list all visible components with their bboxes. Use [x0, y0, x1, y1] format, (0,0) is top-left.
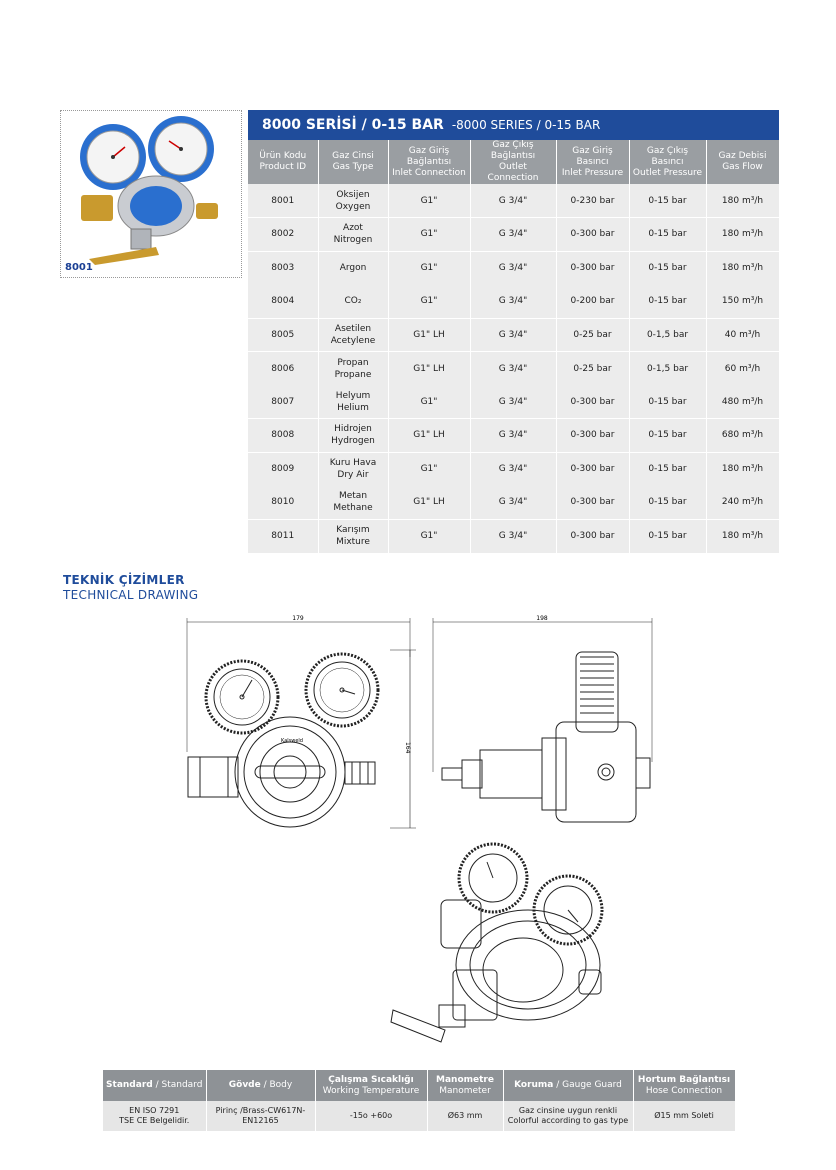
table-row	[248, 519, 779, 553]
gas-en: Oxygen	[335, 201, 371, 212]
cell-id: 8005	[248, 318, 318, 352]
cell-in-p: 0-300 bar	[556, 486, 629, 520]
gas-en: Methane	[333, 503, 373, 513]
photo-label: 8001	[65, 262, 93, 273]
spec-header-cell	[629, 140, 706, 184]
bottom-header-tr: Çalışma Sıcaklığı	[328, 1074, 414, 1085]
cell-id: 8010	[248, 486, 318, 520]
table-row	[248, 318, 779, 352]
gas-tr: CO₂	[344, 296, 362, 306]
cell-inlet: G1" LH	[388, 318, 470, 352]
dimension-width-front: 179	[292, 615, 304, 622]
cell-outlet: G 3/4"	[470, 419, 556, 453]
bottom-header-cell	[503, 1070, 633, 1101]
cell-gas	[318, 452, 388, 486]
cell-out-p: 0-1,5 bar	[629, 352, 706, 386]
cell-inlet: G1"	[388, 184, 470, 218]
bottom-header-tr: Koruma	[514, 1080, 554, 1090]
cell-inlet: G1"	[388, 218, 470, 252]
gas-tr: Propan	[337, 357, 369, 368]
bottom-header-en: Manometer	[439, 1085, 491, 1096]
cell-out-p: 0-15 bar	[629, 218, 706, 252]
cell-outlet: G 3/4"	[470, 352, 556, 386]
gas-tr: Azot	[343, 223, 363, 234]
isometric-view-drawing	[383, 830, 623, 1055]
cell-out-p: 0-15 bar	[629, 419, 706, 453]
cell-inlet: G1"	[388, 285, 470, 319]
bottom-header-separator: /	[260, 1080, 270, 1090]
bottom-header-cell	[427, 1070, 503, 1101]
bottom-header-row	[103, 1070, 735, 1101]
series-title-en: -8000 SERIES / 0-15 BAR	[451, 118, 601, 132]
cell-out-p: 0-15 bar	[629, 385, 706, 419]
spec-header-tr: Ürün Kodu	[259, 151, 307, 161]
cell-inlet: G1" LH	[388, 419, 470, 453]
regulator-photo-illustration	[61, 111, 242, 278]
cell-out-p: 0-1,5 bar	[629, 318, 706, 352]
spec-header-tr: Gaz Giriş Bağlantısı	[406, 145, 452, 167]
series-header	[248, 110, 779, 140]
bottom-spec-table	[103, 1070, 736, 1131]
cell-gas	[318, 519, 388, 553]
gas-en: Hydrogen	[331, 436, 375, 447]
cell-outlet: G 3/4"	[470, 486, 556, 520]
table-row	[248, 352, 779, 386]
gas-en: Mixture	[336, 537, 370, 547]
cell-gas	[318, 419, 388, 453]
cell-flow: 240 m³/h	[706, 486, 779, 520]
cell-gas	[318, 285, 388, 319]
bottom-value-line1: Gaz cinsine uygun renkli	[518, 1106, 618, 1115]
front-view-drawing	[180, 612, 420, 837]
cell-inlet: G1"	[388, 519, 470, 553]
cell-out-p: 0-15 bar	[629, 486, 706, 520]
bottom-value-line1: EN ISO 7291	[129, 1106, 180, 1115]
cell-flow: 180 m³/h	[706, 519, 779, 553]
cell-id: 8007	[248, 385, 318, 419]
cell-out-p: 0-15 bar	[629, 251, 706, 285]
bottom-value-line2: EN12165	[242, 1116, 279, 1125]
spec-header-tr: Gaz Giriş Basıncı	[572, 145, 613, 167]
cell-in-p: 0-200 bar	[556, 285, 629, 319]
cell-inlet: G1"	[388, 251, 470, 285]
bottom-value-line2: TSE CE Belgelidir.	[119, 1116, 190, 1125]
cell-flow: 180 m³/h	[706, 251, 779, 285]
cell-outlet: G 3/4"	[470, 218, 556, 252]
spec-header-cell	[706, 140, 779, 184]
gas-tr: Helyum	[335, 390, 371, 401]
cell-flow: 180 m³/h	[706, 218, 779, 252]
cell-outlet: G 3/4"	[470, 452, 556, 486]
bottom-value-line1: Ø63 mm	[447, 1111, 483, 1120]
cell-flow: 40 m³/h	[706, 318, 779, 352]
spec-header-en: Gas Flow	[722, 162, 763, 172]
cell-id: 8001	[248, 184, 318, 218]
cell-outlet: G 3/4"	[470, 184, 556, 218]
cell-outlet: G 3/4"	[470, 285, 556, 319]
spec-header-cell	[248, 140, 318, 184]
cell-in-p: 0-25 bar	[556, 318, 629, 352]
spec-header-tr: Gaz Debisi	[718, 151, 767, 161]
cell-flow: 180 m³/h	[706, 184, 779, 218]
spec-header-cell	[470, 140, 556, 184]
table-row	[248, 285, 779, 319]
cell-flow: 680 m³/h	[706, 419, 779, 453]
bottom-header-en: Body	[269, 1080, 293, 1090]
cell-id: 8008	[248, 419, 318, 453]
bottom-value-cell	[315, 1101, 427, 1131]
cell-gas	[318, 218, 388, 252]
dimension-height: 164	[404, 742, 411, 754]
gas-en: Dry Air	[337, 470, 369, 480]
gas-en: Nitrogen	[333, 235, 373, 246]
cell-in-p: 0-230 bar	[556, 184, 629, 218]
cell-outlet: G 3/4"	[470, 385, 556, 419]
table-row	[248, 419, 779, 453]
gas-tr: Asetilen	[334, 323, 372, 334]
cell-flow: 180 m³/h	[706, 452, 779, 486]
bottom-header-en: Hose Connection	[645, 1085, 723, 1096]
bottom-header-cell	[633, 1070, 735, 1101]
cell-id: 8009	[248, 452, 318, 486]
cell-outlet: G 3/4"	[470, 251, 556, 285]
bottom-value-line1: -15o +60o	[349, 1111, 393, 1120]
cell-gas	[318, 318, 388, 352]
spec-header-cell	[556, 140, 629, 184]
cell-in-p: 0-300 bar	[556, 519, 629, 553]
spec-header-en: Outlet Connection	[487, 162, 539, 183]
cell-in-p: 0-300 bar	[556, 419, 629, 453]
technical-title-tr: TEKNİK ÇİZİMLER	[63, 573, 185, 587]
spec-header-tr: Gaz Cinsi	[332, 151, 374, 161]
cell-id: 8003	[248, 251, 318, 285]
table-row	[248, 385, 779, 419]
cell-out-p: 0-15 bar	[629, 519, 706, 553]
drawing-brand-label: Kalsweld	[281, 738, 303, 744]
spec-header-tr: Gaz Çıkış Bağlantısı	[490, 140, 536, 161]
gas-tr: Hidrojen	[334, 424, 372, 435]
cell-out-p: 0-15 bar	[629, 184, 706, 218]
gas-en: Propane	[334, 369, 372, 380]
cell-inlet: G1" LH	[388, 352, 470, 386]
gas-tr: Kuru Hava	[329, 458, 377, 468]
cell-id: 8002	[248, 218, 318, 252]
bottom-value-line1: Pirinç /Brass-CW617N-	[215, 1106, 306, 1115]
cell-in-p: 0-300 bar	[556, 218, 629, 252]
series-title-tr: 8000 SERİSİ / 0-15 BAR	[262, 117, 444, 133]
spec-body	[248, 184, 779, 553]
spec-header-tr: Gaz Çıkış Basıncı	[646, 145, 689, 167]
dimension-width-side: 198	[536, 615, 548, 622]
cell-id: 8004	[248, 285, 318, 319]
cell-flow: 480 m³/h	[706, 385, 779, 419]
spec-header-row	[248, 140, 779, 184]
gas-tr: Karışım	[336, 525, 370, 535]
cell-outlet: G 3/4"	[470, 519, 556, 553]
gas-tr: Metan	[338, 491, 368, 501]
gas-en: Acetylene	[330, 335, 376, 346]
cell-gas	[318, 385, 388, 419]
gas-tr: Oksijen	[336, 189, 370, 200]
technical-drawing-title	[63, 573, 198, 602]
spec-header-cell	[318, 140, 388, 184]
technical-title-en: TECHNICAL DRAWING	[63, 588, 199, 602]
cell-flow: 60 m³/h	[706, 352, 779, 386]
cell-gas	[318, 184, 388, 218]
cell-out-p: 0-15 bar	[629, 285, 706, 319]
bottom-header-en: Gauge Guard	[562, 1080, 622, 1090]
spec-header-en: Inlet Connection	[392, 167, 466, 178]
cell-out-p: 0-15 bar	[629, 452, 706, 486]
bottom-header-tr: Hortum Bağlantısı	[637, 1074, 731, 1085]
spec-header-cell	[388, 140, 470, 184]
table-row	[248, 251, 779, 285]
bottom-header-tr: Gövde	[228, 1080, 261, 1090]
cell-flow: 150 m³/h	[706, 285, 779, 319]
bottom-value-line1: Ø15 mm Soleti	[654, 1111, 714, 1120]
gas-en: Helium	[337, 402, 369, 413]
bottom-header-tr: Manometre	[436, 1074, 494, 1085]
bottom-header-tr: Standard	[106, 1080, 153, 1090]
bottom-header-separator: /	[553, 1080, 563, 1090]
gas-tr: Argon	[339, 263, 367, 273]
spec-table	[248, 140, 780, 553]
cell-gas	[318, 352, 388, 386]
bottom-value-cell	[103, 1101, 206, 1131]
bottom-value-line2: Colorful according to gas type	[507, 1116, 629, 1125]
cell-inlet: G1"	[388, 452, 470, 486]
bottom-header-separator: /	[152, 1080, 162, 1090]
bottom-value-cell	[206, 1101, 315, 1131]
side-view-drawing	[430, 612, 660, 837]
bottom-values-row	[103, 1101, 735, 1131]
bottom-value-cell	[503, 1101, 633, 1131]
cell-id: 8011	[248, 519, 318, 553]
bottom-value-cell	[427, 1101, 503, 1131]
bottom-header-en: Standard	[161, 1080, 203, 1090]
table-row	[248, 452, 779, 486]
bottom-value-cell	[633, 1101, 735, 1131]
cell-gas	[318, 486, 388, 520]
bottom-header-en: Working Temperature	[322, 1085, 420, 1096]
bottom-header-cell	[103, 1070, 206, 1101]
cell-in-p: 0-300 bar	[556, 251, 629, 285]
bottom-header-cell	[315, 1070, 427, 1101]
cell-in-p: 0-300 bar	[556, 385, 629, 419]
cell-inlet: G1"	[388, 385, 470, 419]
cell-in-p: 0-300 bar	[556, 452, 629, 486]
cell-id: 8006	[248, 352, 318, 386]
cell-gas	[318, 251, 388, 285]
cell-in-p: 0-25 bar	[556, 352, 629, 386]
spec-header-en: Inlet Pressure	[561, 167, 624, 178]
spec-header-en: Outlet Pressure	[632, 167, 703, 178]
cell-outlet: G 3/4"	[470, 318, 556, 352]
table-row	[248, 218, 779, 252]
spec-header-en: Gas Type	[332, 162, 374, 172]
product-photo	[60, 110, 242, 278]
table-row	[248, 184, 779, 218]
spec-header-en: Product ID	[259, 162, 307, 172]
cell-inlet: G1" LH	[388, 486, 470, 520]
bottom-header-cell	[206, 1070, 315, 1101]
table-row	[248, 486, 779, 520]
